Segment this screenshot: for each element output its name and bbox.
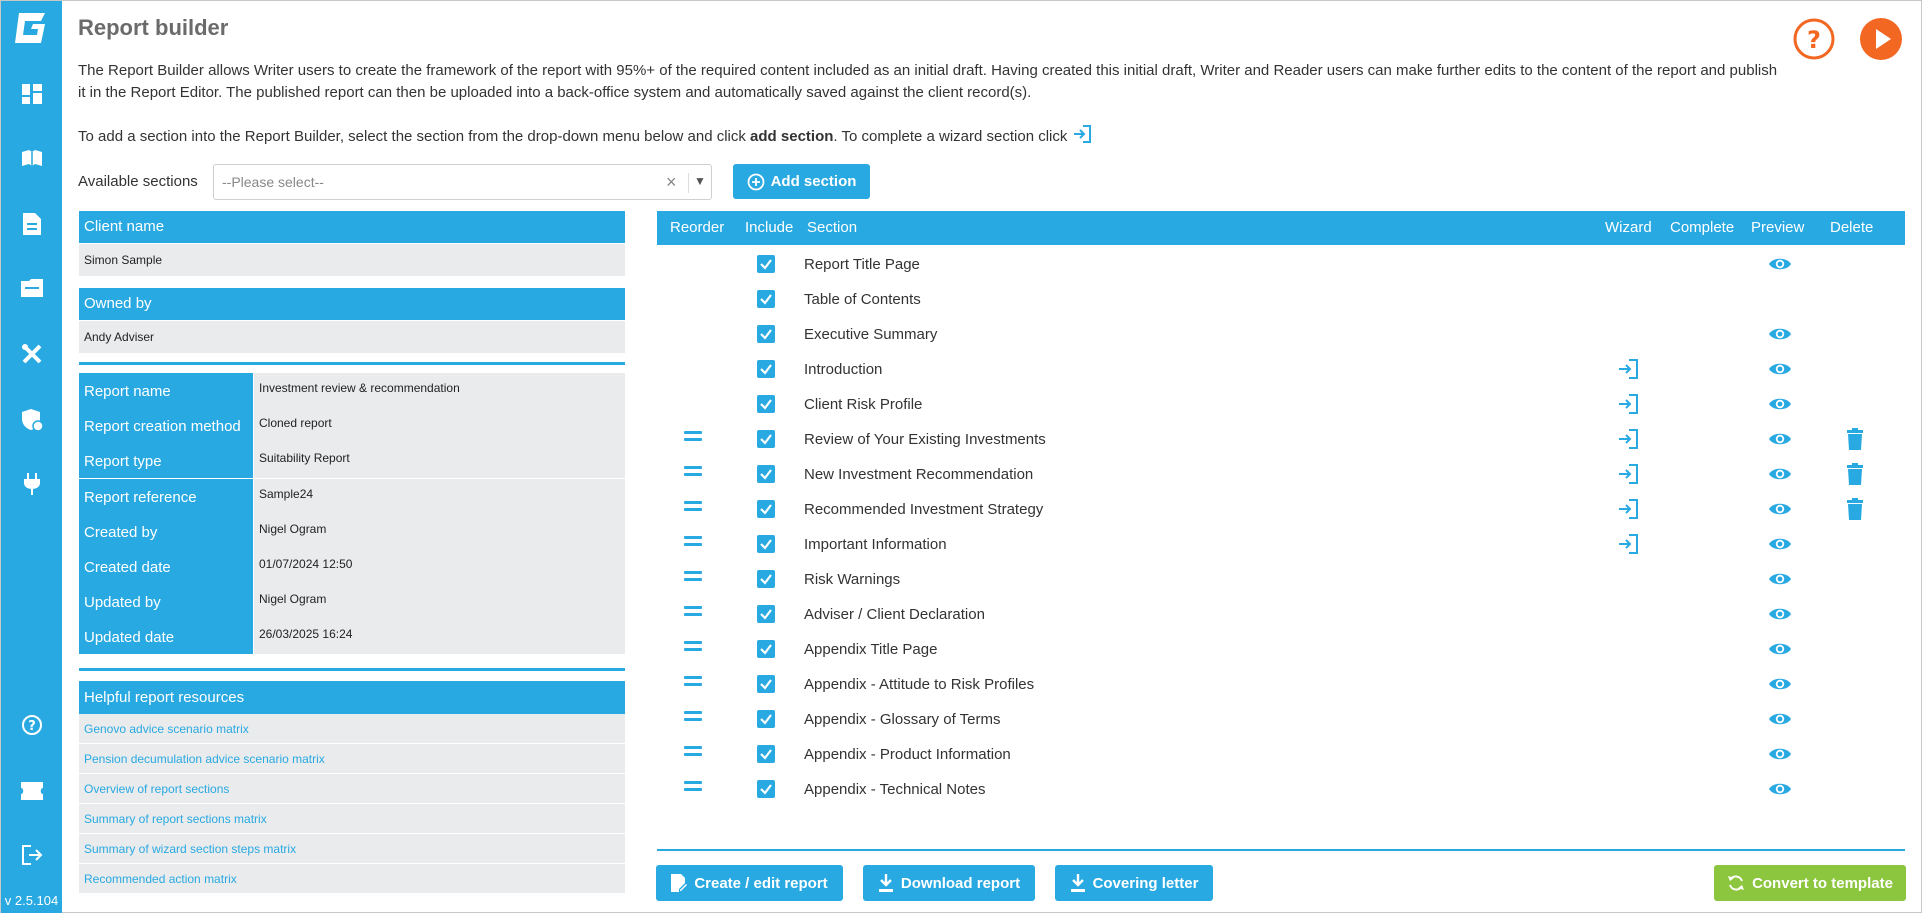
covering-letter-button[interactable] [1055, 865, 1213, 901]
preview-eye-icon[interactable] [1768, 361, 1792, 377]
include-checkbox[interactable] [757, 500, 775, 518]
table-row [657, 317, 1905, 352]
client-name-value: Simon Sample [79, 244, 625, 276]
covering-letter-label: Covering letter [1092, 874, 1199, 892]
sync-icon [1727, 874, 1745, 892]
section-name: Report Title Page [804, 256, 920, 273]
play-icon[interactable] [1859, 17, 1903, 61]
preview-header: Preview [1751, 219, 1805, 236]
dashboard-icon[interactable] [19, 81, 45, 107]
section-name: Important Information [804, 536, 947, 553]
include-checkbox[interactable] [757, 255, 775, 273]
drag-handle-icon[interactable] [684, 606, 702, 622]
preview-eye-icon[interactable] [1768, 536, 1792, 552]
detail-value: Nigel Ogram [254, 584, 625, 619]
report-details [79, 373, 625, 655]
instruction-text-end: . To complete a wizard section click [833, 128, 1072, 145]
section-name: Client Risk Profile [804, 396, 923, 413]
include-checkbox[interactable] [757, 710, 775, 728]
drag-handle-icon[interactable] [684, 571, 702, 587]
resource-links [79, 714, 625, 894]
include-checkbox[interactable] [757, 780, 775, 798]
include-checkbox[interactable] [757, 535, 775, 553]
wizard-entry-icon[interactable] [1617, 498, 1639, 520]
table-row [657, 352, 1905, 387]
logout-icon[interactable] [19, 842, 45, 868]
resource-link[interactable]: Summary of wizard section steps matrix [79, 834, 625, 864]
library-icon[interactable] [19, 145, 45, 171]
document-icon[interactable] [19, 211, 45, 237]
section-name: Appendix - Product Information [804, 746, 1011, 763]
ticket-icon[interactable] [19, 778, 45, 804]
drag-handle-icon[interactable] [684, 711, 702, 727]
help-circle-icon[interactable] [1792, 17, 1836, 61]
table-row [657, 562, 1905, 597]
preview-eye-icon[interactable] [1768, 501, 1792, 517]
section-select[interactable] [213, 164, 712, 200]
drag-handle-icon[interactable] [684, 781, 702, 797]
intro-paragraph: The Report Builder allows Writer users to create the framework of the report with 95%+ of the required content included as an initial draft. Having created this initial draft, Writer and Reader users can make further edits to the content of the report and publish it in the Report Editor. The published report can then be uploaded into a back-office system and automatically saved against the client record(s). [78, 62, 1778, 101]
section-select-placeholder: --Please select-- [222, 174, 324, 190]
app-logo[interactable] [11, 9, 51, 47]
resource-link[interactable]: Overview of report sections [79, 774, 625, 804]
help-icon[interactable] [19, 712, 45, 738]
section-name: Appendix - Attitude to Risk Profiles [804, 676, 1035, 693]
owned-by-value: Andy Adviser [79, 321, 625, 353]
drag-handle-icon[interactable] [684, 431, 702, 447]
divider [79, 362, 625, 365]
create-edit-label: Create / edit report [694, 874, 828, 892]
detail-label: Created by [79, 514, 253, 549]
include-checkbox[interactable] [757, 605, 775, 623]
wizard-entry-icon[interactable] [1617, 393, 1639, 415]
preview-eye-icon[interactable] [1768, 571, 1792, 587]
include-checkbox[interactable] [757, 675, 775, 693]
section-name: Review of Your Existing Investments [804, 431, 1046, 448]
detail-row [79, 443, 625, 479]
detail-value: Suitability Report [254, 443, 625, 478]
client-name-header: Client name [79, 211, 625, 243]
reorder-header: Reorder [670, 219, 725, 236]
include-checkbox[interactable] [757, 430, 775, 448]
section-name: Risk Warnings [804, 571, 901, 588]
instruction-paragraph [78, 125, 1092, 148]
table-row [657, 667, 1905, 702]
preview-eye-icon[interactable] [1768, 676, 1792, 692]
detail-row [79, 408, 625, 444]
instruction-bold: add section [750, 128, 834, 145]
trash-icon[interactable] [1846, 428, 1864, 450]
section-name: Appendix Title Page [804, 641, 938, 658]
drag-handle-icon[interactable] [684, 466, 702, 482]
preview-eye-icon[interactable] [1768, 606, 1792, 622]
include-checkbox[interactable] [757, 360, 775, 378]
resource-link[interactable]: Recommended action matrix [79, 864, 625, 894]
section-name: Introduction [804, 361, 883, 378]
detail-label: Created date [79, 549, 253, 584]
include-checkbox[interactable] [757, 570, 775, 588]
download-icon [1070, 874, 1086, 892]
preview-eye-icon[interactable] [1768, 781, 1792, 797]
available-sections-label: Available sections [78, 173, 198, 190]
complete-header: Complete [1670, 219, 1735, 236]
add-section-label: Add section [770, 173, 857, 190]
table-row [657, 422, 1905, 457]
preview-eye-icon[interactable] [1768, 396, 1792, 412]
table-row [657, 492, 1905, 527]
drag-handle-icon[interactable] [684, 641, 702, 657]
detail-row [79, 619, 625, 655]
preview-eye-icon[interactable] [1768, 256, 1792, 272]
detail-label: Updated date [79, 619, 253, 654]
drag-handle-icon[interactable] [684, 746, 702, 762]
download-label: Download report [900, 874, 1021, 892]
table-row [657, 597, 1905, 632]
detail-label: Report reference [79, 479, 253, 514]
clear-icon[interactable]: × [666, 172, 677, 192]
detail-row [79, 514, 625, 550]
convert-to-template-button[interactable] [1714, 865, 1906, 901]
wizard-entry-icon[interactable] [1617, 428, 1639, 450]
app-version: v 2.5.104 [4, 893, 59, 908]
detail-label: Report type [79, 443, 253, 478]
table-row [657, 282, 1905, 317]
detail-row [79, 584, 625, 620]
sections-table [657, 211, 1905, 807]
detail-value: Cloned report [254, 408, 625, 443]
section-name: Table of Contents [804, 291, 921, 308]
wizard-entry-icon [1072, 125, 1092, 143]
table-row [657, 247, 1905, 282]
svg-text:?: ? [28, 719, 36, 734]
detail-row [79, 549, 625, 585]
include-checkbox[interactable] [757, 745, 775, 763]
edit-document-icon [671, 874, 687, 892]
include-checkbox[interactable] [757, 290, 775, 308]
svg-text:?: ? [1807, 26, 1821, 54]
select-separator [688, 173, 689, 193]
detail-row [79, 479, 625, 515]
owned-by-header: Owned by [79, 288, 625, 320]
drag-handle-icon[interactable] [684, 676, 702, 692]
wizard-header: Wizard [1605, 219, 1652, 236]
detail-value: Nigel Ogram [254, 514, 625, 549]
section-name: Recommended Investment Strategy [804, 501, 1044, 518]
drag-handle-icon[interactable] [684, 536, 702, 552]
include-checkbox[interactable] [757, 325, 775, 343]
resource-link[interactable]: Pension decumulation advice scenario matrix [79, 744, 625, 774]
trash-icon[interactable] [1846, 498, 1864, 520]
section-name: Appendix - Glossary of Terms [804, 711, 1001, 728]
include-header: Include [745, 219, 794, 236]
sidebar [1, 1, 62, 913]
table-row [657, 632, 1905, 667]
preview-eye-icon[interactable] [1768, 431, 1792, 447]
table-header [657, 211, 1905, 245]
convert-template-label: Convert to template [1752, 874, 1893, 892]
divider [79, 668, 625, 671]
detail-label: Report creation method [79, 408, 253, 443]
add-section-button[interactable] [733, 164, 870, 199]
chevron-down-icon[interactable]: ▼ [694, 174, 706, 188]
section-name: Appendix - Technical Notes [804, 781, 986, 798]
plus-circle-icon [747, 173, 765, 191]
wizard-entry-icon[interactable] [1617, 463, 1639, 485]
table-row [657, 737, 1905, 772]
section-name: Adviser / Client Declaration [804, 606, 985, 623]
detail-label: Report name [79, 373, 253, 408]
section-header: Section [807, 219, 858, 236]
detail-value: 26/03/2025 16:24 [254, 619, 625, 654]
include-checkbox[interactable] [757, 640, 775, 658]
detail-value: 01/07/2024 12:50 [254, 549, 625, 584]
section-name: Executive Summary [804, 326, 938, 343]
table-row [657, 527, 1905, 562]
preview-eye-icon[interactable] [1768, 466, 1792, 482]
resource-link[interactable]: Genovo advice scenario matrix [79, 714, 625, 744]
detail-value: Investment review & recommendation [254, 373, 625, 408]
detail-value: Sample24 [254, 479, 625, 514]
table-row [657, 387, 1905, 422]
include-checkbox[interactable] [757, 465, 775, 483]
include-checkbox[interactable] [757, 395, 775, 413]
delete-header: Delete [1830, 219, 1874, 236]
table-row [657, 457, 1905, 492]
table-row [657, 702, 1905, 737]
divider [657, 849, 1905, 851]
plug-icon[interactable] [19, 471, 45, 497]
shield-lock-icon[interactable] [19, 407, 45, 433]
table-body [657, 247, 1905, 807]
detail-row [79, 373, 625, 409]
trash-icon[interactable] [1846, 463, 1864, 485]
page-title: Report builder [78, 15, 229, 40]
wizard-entry-icon[interactable] [1617, 358, 1639, 380]
wizard-entry-icon[interactable] [1617, 533, 1639, 555]
preview-eye-icon[interactable] [1768, 326, 1792, 342]
tools-icon[interactable] [19, 341, 45, 367]
preview-eye-icon[interactable] [1768, 711, 1792, 727]
download-report-button[interactable] [863, 865, 1035, 901]
section-name: New Investment Recommendation [804, 466, 1034, 483]
instruction-text-start: To add a section into the Report Builder, select the section from the drop-down menu below and click [78, 128, 751, 145]
create-edit-report-button[interactable] [656, 865, 843, 901]
resource-link[interactable]: Summary of report sections matrix [79, 804, 625, 834]
download-icon [878, 874, 894, 892]
preview-eye-icon[interactable] [1768, 746, 1792, 762]
folder-icon[interactable] [19, 275, 45, 301]
table-row [657, 772, 1905, 807]
detail-label: Updated by [79, 584, 253, 619]
helpful-resources [79, 681, 625, 894]
drag-handle-icon[interactable] [684, 501, 702, 517]
resources-header: Helpful report resources [79, 681, 625, 714]
preview-eye-icon[interactable] [1768, 641, 1792, 657]
